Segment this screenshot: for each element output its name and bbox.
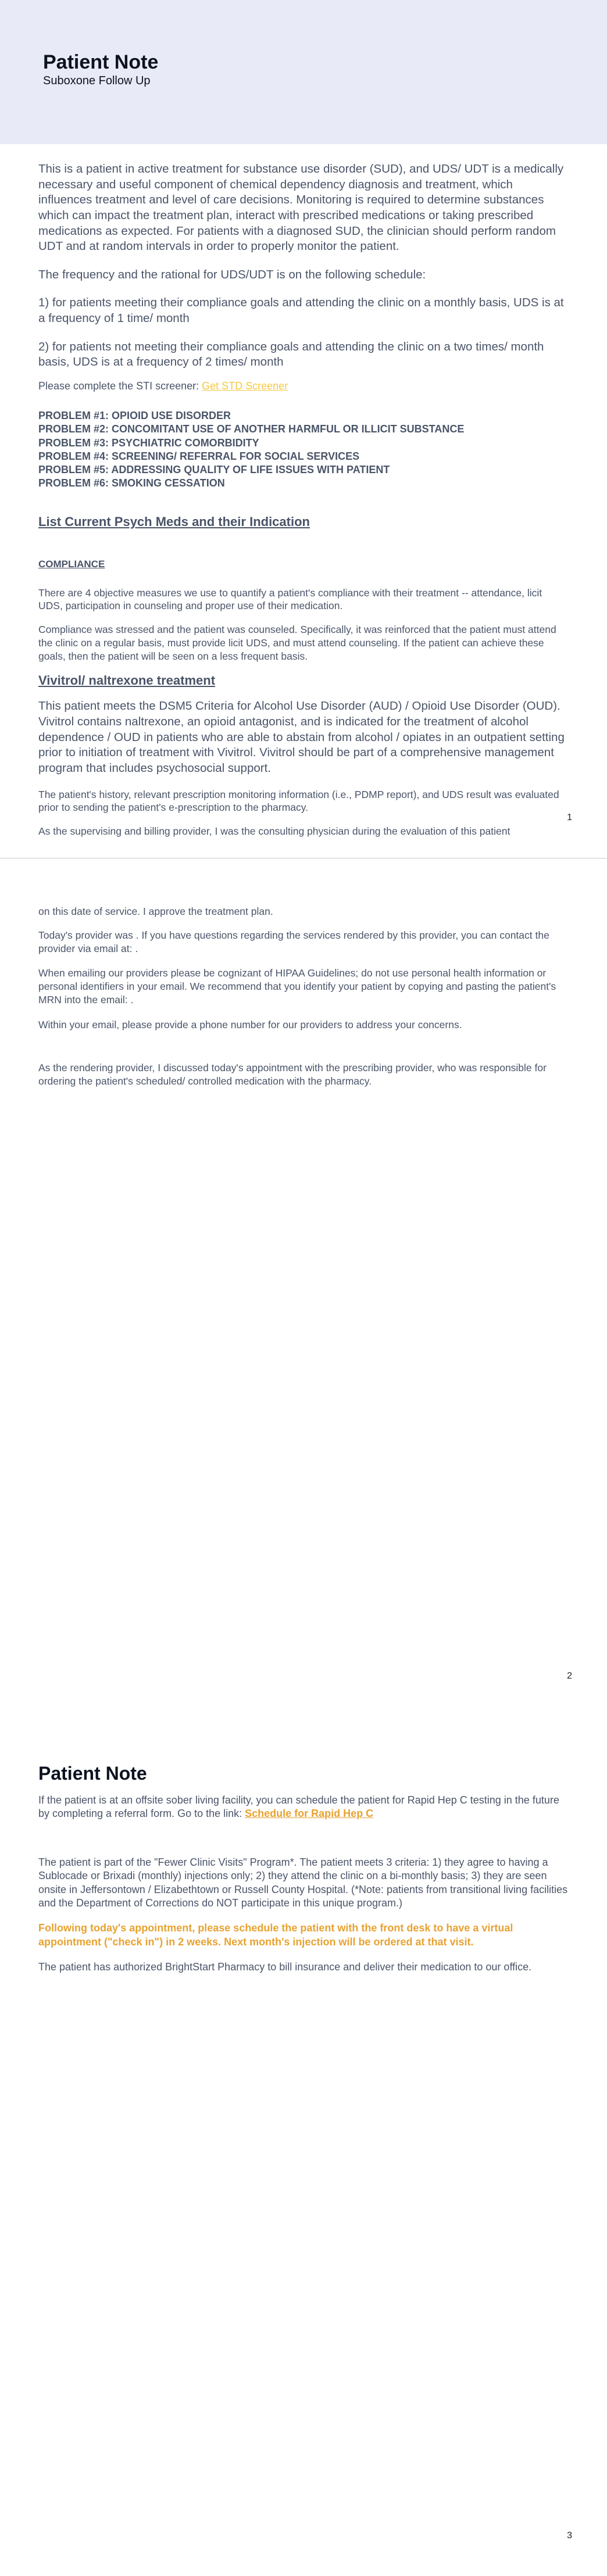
page-number: 2 (567, 1671, 572, 1681)
vivitrol-heading: Vivitrol/ naltrexone treatment (38, 673, 216, 688)
compliance-heading: COMPLIANCE (38, 558, 105, 570)
sti-line (38, 380, 569, 393)
vivitrol-paragraph: This patient meets the DSM5 Criteria for Alcohol Use Disorder (AUD) / Opioid Use Disorder (OUD). Vivitrol contains naltrexone, an opioid antagonist, and is indicated for the treatment of alcohol dependence / OUD in patients who are able to abstain from alcohol / opiates in an outpatient setting prior to initiation of treatment with Vivitrol. Vivitrol should be part of a comprehensive management program that includes psychosocial support. (38, 699, 565, 775)
problem-item: PROBLEM #4: SCREENING/ REFERRAL FOR SOCIAL SERVICES (38, 450, 360, 462)
hipaa-paragraph: When emailing our providers please be cognizant of HIPAA Guidelines; do not use personal health information or personal identifiers in your email. We recommend that you identify your patient by copying and pasting the patient's MRN into the email: . (38, 967, 556, 1006)
frequency-intro: The frequency and the rational for UDS/UDT is on the following schedule: (38, 267, 426, 281)
page3-content (38, 1763, 569, 1974)
problem-item: PROBLEM #2: CONCOMITANT USE OF ANOTHER HARMFUL OR ILLICIT SUBSTANCE (38, 423, 465, 435)
sti-prefix: Please complete the STI screener: (38, 380, 202, 392)
problem-item: PROBLEM #3: PSYCHIATRIC COMORBIDITY (38, 437, 259, 449)
provider-paragraph: Today's provider was . If you have questions regarding the services rendered by this provider, you can contact the provider via email at: . (38, 929, 549, 954)
compliance-paragraph-2: Compliance was stressed and the patient was counseled. Specifically, it was reinforced that the patient must attend the clinic on a regular basis, must provide licit UDS, and must attend counseling. If the patient can achieve these goals, then the patient will be seen on a less frequent basis. (38, 624, 556, 662)
note-subtitle: Suboxone Follow Up (43, 74, 151, 87)
continuation-text: on this date of service. I approve the treatment plan. (38, 906, 273, 917)
problem-item: PROBLEM #6: SMOKING CESSATION (38, 477, 225, 489)
problem-list (38, 409, 569, 489)
history-paragraph: The patient's history, relevant prescription monitoring information (i.e., PDMP report), and UDS result was evaluated prior to sending the patient's e-prescription to the pharmacy. (38, 788, 559, 814)
compliance-paragraph-1: There are 4 objective measures we use to quantify a patient's compliance with their treatment -- attendance, licit UDS, participation in counseling and proper use of their medication. (38, 586, 542, 612)
followup-notice: Following today's appointment, please schedule the patient with the front desk to have a virtual appointment ("check in") in 2 weeks. Next month's injection will be ordered at that visit. (38, 1922, 513, 1948)
page1-content (38, 162, 569, 838)
page-3 (0, 1718, 607, 2576)
page-number: 3 (567, 2531, 572, 2541)
note-title: Patient Note (43, 51, 159, 73)
frequency-item-1: 1) for patients meeting their compliance goals and attending the clinic on a monthly basis, UDS is at a frequency of 1 time/ month (38, 296, 564, 325)
problem-item: PROBLEM #1: OPIOID USE DISORDER (38, 410, 231, 422)
phone-paragraph: Within your email, please provide a phone number for our providers to address your concerns. (38, 1018, 462, 1031)
schedule-hepc-link[interactable]: Schedule for Rapid Hep C (245, 1808, 374, 1820)
header-band (0, 0, 607, 144)
intro-paragraph: This is a patient in active treatment for substance use disorder (SUD), and UDS/ UDT is a medically necessary and useful component of chemical dependency diagnosis and treatment, which influences treatment and level of care decisions. Monitoring is required to determine substances which can impact the treatment plan, interact with prescribed medications or taking prescribed medications as expected. For patients with a diagnosed SUD, the clinician should perform random UDT and at random intervals in order to properly monitor the patient. (38, 162, 564, 253)
frequency-item-2: 2) for patients not meeting their compliance goals and attending the clinic on a two times/ month basis, UDS is at a frequency of 2 times/ month (38, 339, 544, 369)
rendering-paragraph: As the rendering provider, I discussed today's appointment with the prescribing provider, who was responsible for ordering the patient's scheduled/ controlled medication with the pharmacy. (38, 1062, 547, 1087)
page-number: 1 (567, 813, 572, 822)
hepc-prefix: If the patient is at an offsite sober living facility, you can schedule the patient for Rapid Hep C testing in the future by completing a referral form. Go to the link: (38, 1794, 559, 1820)
problem-item: PROBLEM #5: ADDRESSING QUALITY OF LIFE ISSUES WITH PATIENT (38, 463, 390, 475)
hepc-paragraph (38, 1794, 569, 1821)
supervising-paragraph: As the supervising and billing provider, I was the consulting physician during the evaluation of this patient (38, 825, 510, 838)
psych-meds-heading: List Current Psych Meds and their Indication (38, 514, 310, 529)
page2-content (38, 905, 569, 1088)
pharmacy-paragraph: The patient has authorized BrightStart Pharmacy to bill insurance and deliver their medication to our office. (38, 1961, 532, 1973)
page-1 (0, 0, 607, 858)
sti-screener-link[interactable]: Get STD Screener (202, 380, 288, 392)
page-2 (0, 858, 607, 1716)
page3-title: Patient Note (38, 1763, 147, 1784)
fewer-visits-paragraph: The patient is part of the "Fewer Clinic Visits" Program*. The patient meets 3 criteria: 1) they agree to having a Sublocade or Brixadi (monthly) injections only; 2) they attend the clinic on a bi-monthly basis; 3) they are seen onsite in Jeffersontown / Elizabethtown or Russell County Hospital. (*Note: patients from transitional living facilities and the Department of Corrections do NOT participate in this unique program.) (38, 1856, 568, 1909)
